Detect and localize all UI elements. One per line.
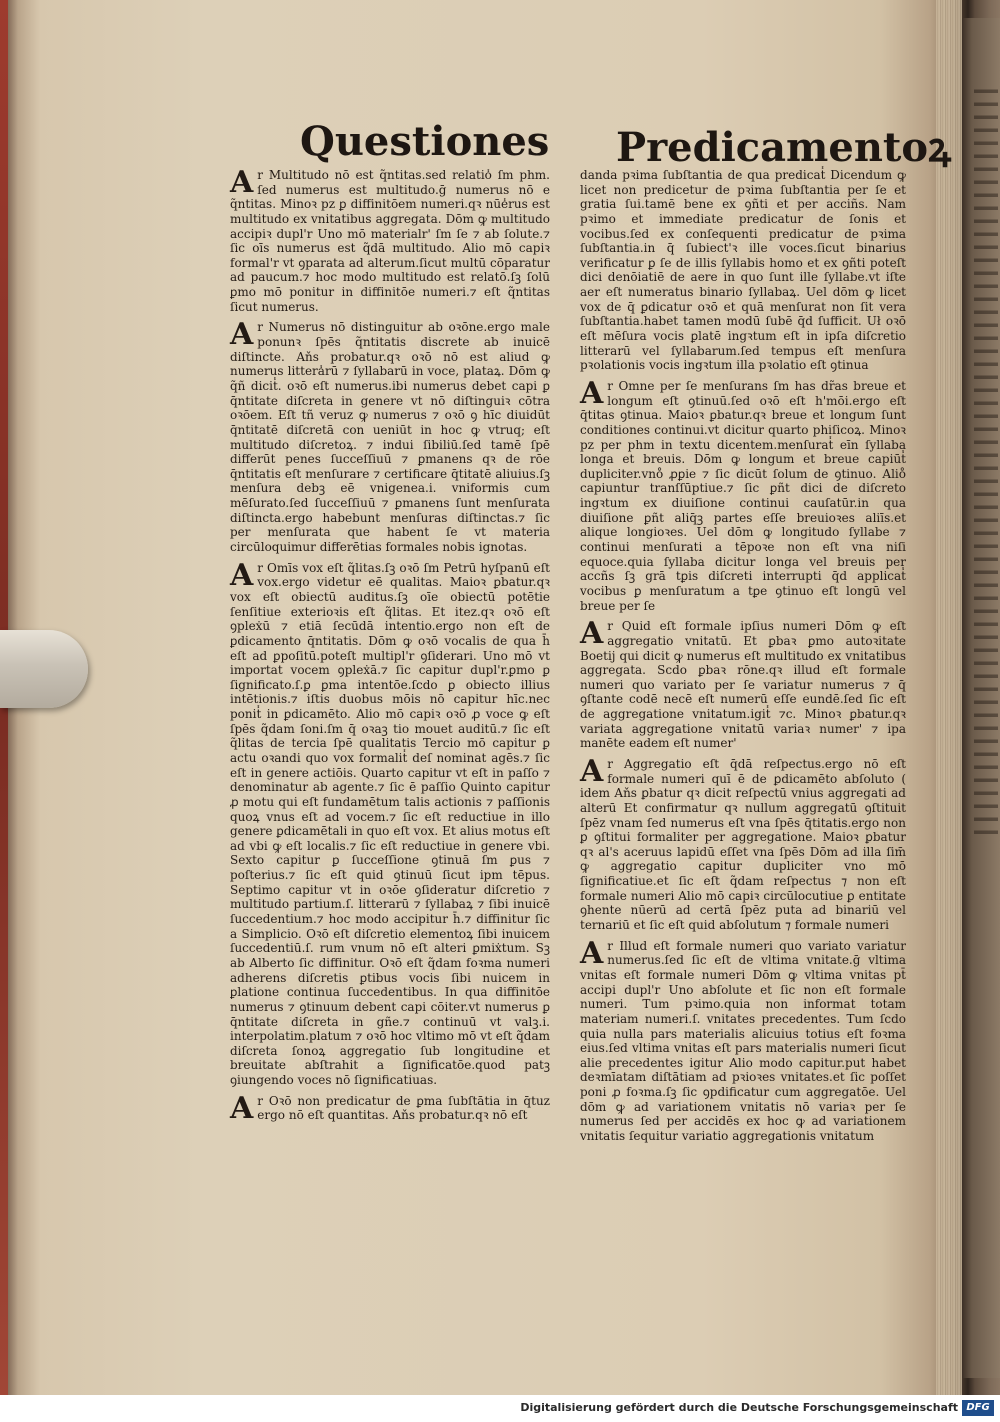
- paragraph: Ar Omīs vox eſt q̃litas.ſꝫ oꝛō ſm Petrū hyſpanū eſt vox.ergo videtur eē qualitas. Maioꝛ ꝑbatur.qꝛ vox eſt obiectū auditus.ſꝫ oīe obiectū potētie ſenſitiue exterioꝛis eſt q̃litas. Et itez.qꝛ oꝛō eſt ꝯpleẋū ⁊ etiā ſecūdā intentio.ergo non eſt de ꝑdicamento q̄ntitatis. Dōm ꝙ oꝛō vocalis de qua h̄ eſt ad ꝑpoſitū.poteſt multipl'r ꝯſiderari. Uno mō vt importat vocem ꝯpleẋā.⁊ ſic capitur dupl'r.ꝑmo ꝑ ſignificato.ſ.ꝑ ꝑma intentōe.ſcdo ꝑ obiecto illius intētionis.⁊ iſtis duobus mōis nō capitur hīc.nec ponit̾ in ꝑdicamēto. Alio mō capiꝛ oꝛō ꝓ voce ꝙ eſt ſpēs q̃dam ſoni.ſm q̄ oꝛaꝫ tio mouet auditū.⁊ ſic eſt q̃litas de tercia ſpē qualitatis Tercio mō capitur ꝑ actu oꝛandi quo vox formalit̾ deſ nominat agēs.⁊ ſic eſt in genere actiōis. Quarto capitur vt eſt in paſſo ⁊ denominatur ab agente.⁊ ſic ē paſſio Quinto capitur ꝓ motu qui eſt fundamētum talis actionis ⁊ paſſionis quoꝝ vnus eſt ad vocem.⁊ ſic eſt reductiue in illo genere ꝑdicamētali in quo eſt vox. Et alius motus eſt ad vbi ꝙ eſt localis.⁊ ſic eſt reductiue in genere vbi. Sexto capitur ꝑ ſucceſſione ꝯtinuā ſm ꝑus ⁊ poſterius.⁊ ſic eſt quid ꝯtinuū ſicut ipm tēpus. Septimo capitur vt in oꝛōe ꝯſideratur diſcretio ⁊ multitudo partium.ſ. litterarū ⁊ ſyllabaꝝ ⁊ ſibi inuicē ſuccedentium.⁊ hoc modo accipitur h̄.⁊ diffinitur ſic a Simplicio. Oꝛō eſt diſcretio elementoꝝ ſibi inuicem ſuccedentiū.ſ. rum vnum nō eſt alteri ꝑmiẋtum. Sꝫ ab Alberto ſic diffinitur. Oꝛō eſt q̃dam foꝛma numeri adherens diſcretis ꝑtibus vocis ſibi nuicem in ꝑlatione continua ſuccedentibus. In qua diffinitōe numerus ⁊ ꝯtinuum debent capi cōiter.vt numerus ꝑ q̄ntitate diſcreta in gñe.⁊ continuū vt valꝫ.i. interpolatim.platum ⁊ oꝛō hoc vltimo mō vt eſt q̃dam diſcreta ſonoꝝ aggregatio ſub longitudine et breuitate abſtrahit a ſignificatōe.quod patꝫ ꝯiungendo voces nō ſignificatiuas.: [230, 557, 550, 1088]
- paragraph: Ar Oꝛō non predicatur de ꝑma ſubſtātia in q̄tuz ergo nō eſt quantitas. Aňs probatur.qꝛ nō eſt: [230, 1090, 550, 1126]
- page-stack-edge: [936, 0, 962, 1395]
- text-column-right: [580, 168, 906, 1150]
- paragraph: Ar Quid eſt formale ipſius numeri Dōm ꝙ eſt aggregatio vnitatū. Et ꝑbaꝛ ꝑmo autoꝛitate Boetij qui dicit ꝙ numerus eſt multitudo ex vnitatibus aggregata. Scdo ꝑbaꝛ rōne.qꝛ illud eſt formale numeri quo variato per ſe variatur numerus ⁊ q̄ ꝯſtante codē necē eſt numerū eſſe eundē.ſed ſic eſt de aggregatione vnitatum.igit̾ ⁊c. Minoꝛ ꝑbatur.qꝛ variata aggregatione vnitatū variaꝛ numer' ⁊ ipa manēte eadem eſt numer': [580, 616, 906, 751]
- text-column-left: [230, 165, 550, 1129]
- dfg-logo: DFG: [962, 1400, 994, 1416]
- paragraph: Ar Numerus nō distinguitur ab oꝛōne.ergo male ponunꝛ ſpēs q̃ntitatis discrete ab inuicē diſtincte. Aňs probatur.qꝛ oꝛō nō est aliud ꝙ numerus littera̾rū ⁊ ſyllabarū in voce, plataꝝ. Dōm ꝙ q̃ñ dicit̾. oꝛō eſt numerus.ibi numerus debet capi ꝑ q̄ntitate diſcreta in genere vt nō diſtinguiꝛ cōtra oꝛōem. Eſt tñ veruz ꝙ numerus ⁊ oꝛō ꝯ hīc diuidūt q̄ntitatē diſcretā con ueniūt in hoc ꝙ vtruq; eſt multitudo diſcretoꝝ. ⁊ indui ſibiliū.ſed tamē ſpē differūt penes ſucceſſiuū ⁊ ꝑmanens qꝛ de rōe q̄ntitatis eſt menſurare ⁊ certificare q̄titatē aliuius.ſꝫ menſura debꝫ eē vnigenea.i. vniformis cum mēſurato.ſed ſucceſſiuū ⁊ ꝑmanens ſunt menſurata diſtincta.ergo habebunt menſuras diſtinctas.⁊ ſic per menſurata que habent ſe vt materia circūloquimur differētias formales nobis ignotas.: [230, 317, 550, 555]
- paragraph: Ar Omne per ſe menſurans ſm has dr̃as breue et longum eſt ꝯtinuū.ſed oꝛō eſt h'mōi.ergo eſt q̄titas ꝯtinua. Maioꝛ ꝑbatur.qꝛ breue et longum ſunt conditiones continui.vt dicitur quarto phiſicoꝝ. Minoꝛ pz per phm in textu dicentem.menſurat̾ eīn ſyllaba longa et breuis. Dōm ꝙ longum et breue capiūt̾ dupliciter.vno̊ ꝓꝑie ⁊ ſic dicūt ſolum de ꝯtinuo. Alio̊ capiuntur tranſſūptiue.⁊ ſic ꝑñt dici de diſcreto ingꝛtum ex diuiſione continui cauſatūr.in qua diuiſione ꝑñt aliq̄ꝫ partes eſſe breuioꝛes aliīs.et alique longioꝛes. Uel dōm ꝙ longitudo ſyllabe ⁊ continui menſurati a tēpoꝛe non eſt vna niſi equoce.quia ſyllaba dicitur longa vel breuis per accñs ſꝫ grā tꝑis diſcreti interrupti q̄d applicat̾ vocibus ꝑ menſuratum a tꝑe ꝯtinuo eſt longū vel breue per ſe: [580, 375, 906, 613]
- facing-page-text-lines: [974, 80, 998, 840]
- paragraph: Ar Illud eſt formale numeri quo variato variatur numerus.ſed ſic eſt de vltima vnitate.ḡ vltima vnitas eſt formale numeri Dōm ꝙ vltima vnitas pt̄ accipi dupl'r Uno abſolute et ſic non eſt formale numeri. Tum pꝛimo.quia non informat totam materiam numeri.ſ. vnitates precedentes. Tum ſcdo quia nulla pars materialis alicuius totius eſt foꝛma eius.ſed vltima vnitas eſt pars materialis numeri ſicut alie precedentes igitur Alio modo capitur.put habet deꝛmīatam diſtātiam ad pꝛioꝛes vnitates.et ſic poſſet poni ꝓ foꝛma.ſꝫ ſic ꝯpdificatur cum aggregatōe. Uel dōm ꝙ ad variationem vnitatis nō variaꝛ per ſe numerus ſed per accidēs ex hoc ꝙ ad variationem vnitatis ſequitur variatio aggregationis vnitatum: [580, 935, 906, 1143]
- page-clip: [0, 630, 88, 708]
- paragraph: Ar Aggregatio eſt q̄dā reſpectus.ergo nō eſt formale numeri quī ē de ꝑdicamēto abſoluto ( idem Aňs ꝑbatur qꝛ dicit reſpectū vnius aggregati ad alterū Et confirmatur qꝛ nullum aggregatū ꝯſtituit ſpēz vnam ſed numerus eſt vna ſpēs q̄titatis.ergo non ꝑ ꝯſtitui formaliter per aggregatione. Maioꝛ ꝑbatur qꝛ al's aceruus lapidū eſſet vna ſpēs Dōm ad illa ſim̄ ꝙ aggregatio capitur dupliciter vno mō ſignificatiue.et ſic eſt q̃dam reſpectus ⁊ non eſt formale numeri Alio mō capiꝛ circūlocutiue ꝑ entitate ꝯhente nūerū ad certā ſpēz puta ad binariū vel ternariū et ſic eſt quid abſolutum ⁊ formale numeri: [580, 753, 906, 933]
- running-head-right: Predicamentoꝝ: [616, 124, 952, 171]
- running-head-left: Questiones: [300, 118, 550, 165]
- paragraph: danda pꝛima ſubſtantia de qua predicat̾ Dicendum ꝙ licet non predicetur de pꝛima ſubſtantia per ſe et gratia ſui.tamē bene ex ꝯñti et per acciñs. Nam pꝛimo et immediate predicatur de ſonis et vocibus.ſed ex conſequenti predicatur de pꝛima ſubſtantia.in q̄ ſubiect'ꝛ ille voces.ſicut binarius verificatur ꝑ ſe de illis ſyllabis homo et ex ꝯñti poteſt dici denōiatiē de aere in quo ſunt ille ſyllabe.vt iſte aer eſt numeratus binario ſyllabaꝝ. Uel dōm ꝙ licet vox de q̄ ꝑdicatur oꝛō et quā menſurat non ſit vera ſubſtantia.habet tamen modū ſubē q̄d ſufficit. Uł oꝛō eſt mēſura vocis ꝑlatē ingꝛtum eſt in ipſa diſcretio litterarū vel ſyllabarum.ſed tempus eſt menſura pꝛolationis vocis ingꝛtum illa pꝛolatio eſt ꝯtinua: [580, 168, 906, 373]
- digitization-footer: [0, 1395, 1000, 1422]
- paragraph: Ar Multitudo nō est q̃ntitas.sed relatio̾ ſm phm. ſed numerus est multitudo.ḡ numerus nō e q̃ntitas. Minoꝛ pz ꝑ diffinitōem numeri.qꝛ nūe̾rus est multitudo ex vnitatibus aggregata. Dōm ꝙ multitudo accipiꝛ dupl'r Uno mō materialr' ſm ſe ⁊ ab ſolute.⁊ ſic oīs numerus est q̃dā multitudo. Alio mō capiꝛ formal'r vt ꝯparata ad alterum.ſicut multū cōparatur ad paucum.⁊ hoc modo multitudo est relatō.ſꝫ ſolū ꝑmo mō ponitur in diffinitōe numeri.⁊ eſt q̃ntitas ſicut numerus.: [230, 165, 550, 314]
- funding-notice: Digitalisierung gefördert durch die Deutsche Forschungsgemeinschaft: [520, 1401, 958, 1414]
